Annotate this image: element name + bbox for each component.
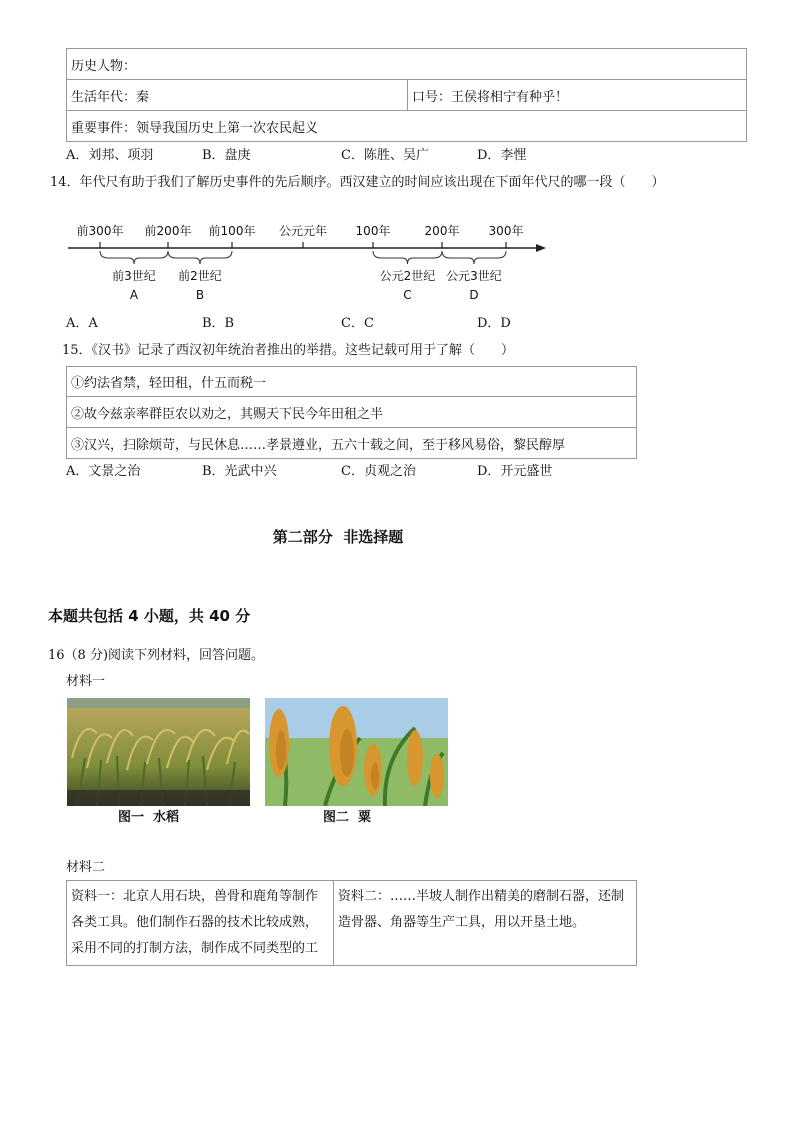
part2-subtitle: 本题共包括 4 小题，共 40 分: [48, 607, 251, 625]
q15-option-b[interactable]: B．光武中兴: [202, 464, 277, 479]
source2-line: 资料二：……半坡人制作出精美的磨制石器，还制: [338, 889, 625, 904]
q13-row-slogan: 口号：王侯将相宁有种乎！: [408, 80, 747, 111]
q13-info-table: [66, 48, 747, 142]
image2-caption: 图二 粟: [323, 810, 372, 825]
q14-option-a[interactable]: A．A: [66, 316, 98, 331]
timeline-segment-brace: [373, 251, 442, 264]
q15-row-3: ③汉兴，扫除烦苛，与民休息……孝景遵业，五六十载之间，至于移风易俗，黎民醇厚: [67, 428, 637, 459]
timeline-segment-letter: C: [403, 288, 412, 302]
timeline-segment-brace: [168, 251, 232, 264]
timeline-tick-label: 300年: [488, 224, 524, 238]
part2-title: 第二部分 非选择题: [272, 528, 404, 546]
source1-line: 采用不同的打制方法，制作成不同类型的工: [71, 941, 319, 956]
timeline-segment-brace: [100, 251, 168, 264]
image1-caption: 图一 水稻: [118, 810, 180, 825]
source1-line: 资料一：北京人用石块，兽骨和鹿角等制作: [71, 889, 319, 904]
timeline-segment-label: 前3世纪: [112, 269, 156, 283]
timeline-tick-label: 公元元年: [278, 224, 328, 238]
q13-option-a[interactable]: A．刘邦、项羽: [66, 148, 154, 163]
source2-line: 造骨器、角器等生产工具，用以开垦土地。: [338, 915, 586, 930]
timeline-segment-brace: [442, 251, 506, 264]
timeline-tick-label: 前200年: [144, 224, 192, 238]
timeline-segment-label: 公元2世纪: [379, 269, 436, 283]
source2-cell: [334, 881, 637, 966]
timeline-arrow: [536, 244, 546, 252]
q15-option-a[interactable]: A．文景之治: [66, 464, 141, 479]
q13-row-era: 生活年代：秦: [67, 80, 408, 111]
timeline-tick-label: 前100年: [208, 224, 256, 238]
millet-image: [265, 698, 448, 806]
source1-cell: [67, 881, 334, 966]
timeline-segment-label: 公元3世纪: [446, 269, 502, 283]
q16-stem: 16（8 分)阅读下列材料，回答问题。: [48, 648, 265, 663]
timeline-tick-label: 前300年: [76, 224, 124, 238]
q13-row-event: 重要事件：领导我国历史上第一次农民起义: [67, 111, 747, 142]
q14-option-b[interactable]: B．B: [202, 316, 235, 331]
q13-option-d[interactable]: D．李悝: [477, 148, 527, 163]
q14-option-c[interactable]: C．C: [341, 316, 374, 331]
q15-row-2: ②故今兹亲率群臣农以劝之，其赐天下民今年田租之半: [67, 397, 637, 428]
q13-row-person: 历史人物：: [67, 49, 747, 80]
q15-row-1: ①约法省禁，轻田租，什五而税一: [67, 367, 637, 397]
q14-timeline: [60, 218, 560, 308]
timeline-segment-letter: A: [129, 288, 139, 302]
q15-option-d[interactable]: D．开元盛世: [477, 464, 553, 479]
material2-label: 材料二: [66, 860, 106, 875]
q13-option-b[interactable]: B．盘庚: [202, 148, 251, 163]
q16-source-table: [66, 880, 637, 966]
q14-option-d[interactable]: D．D: [477, 316, 511, 331]
timeline-segment-letter: B: [195, 288, 205, 302]
q13-option-c[interactable]: C．陈胜、吴广: [341, 148, 429, 163]
material1-label: 材料一: [66, 674, 106, 689]
q15-source-table: [66, 366, 637, 459]
timeline-segment-label: 前2世纪: [178, 269, 222, 283]
timeline-tick-label: 100年: [355, 224, 391, 238]
rice-image: [67, 698, 250, 806]
q15-option-c[interactable]: C．贞观之治: [341, 464, 416, 479]
timeline-segment-letter: D: [469, 288, 479, 302]
q15-stem: 15．《汉书》记录了西汉初年统治者推出的举措。这些记载可用于了解（ ）: [62, 343, 515, 358]
timeline-tick-label: 200年: [424, 224, 460, 238]
source1-line: 各类工具。他们制作石器的技术比较成熟，: [71, 915, 319, 930]
q14-stem: 14．年代尺有助于我们了解历史事件的先后顺序。西汉建立的时间应该出现在下面年代尺的哪一段（ ）: [50, 175, 665, 190]
